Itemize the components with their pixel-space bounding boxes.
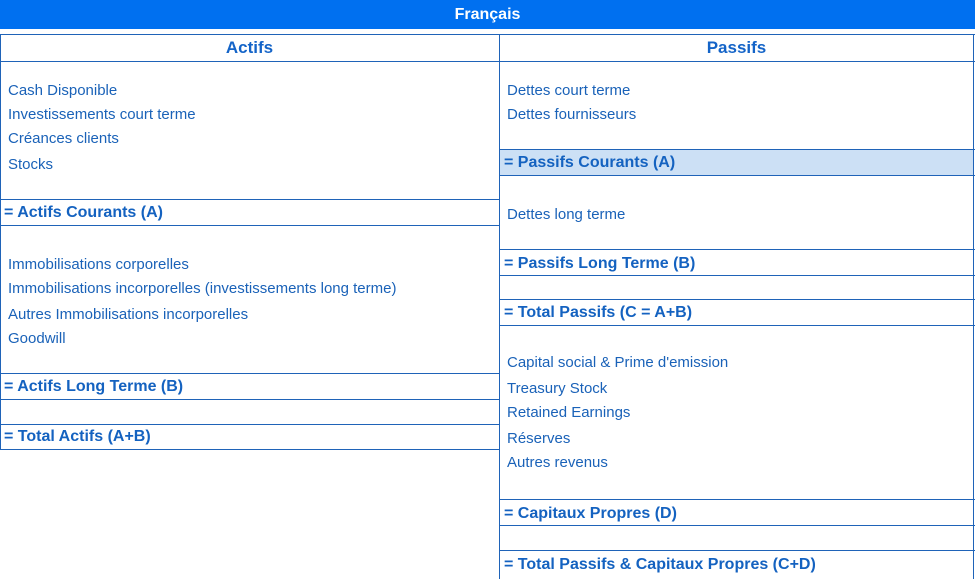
row-border <box>0 449 500 450</box>
list-item: Dettes fournisseurs <box>507 106 637 123</box>
row-border <box>499 275 975 276</box>
list-item: Cash Disponible <box>8 82 118 99</box>
row-border <box>499 550 975 551</box>
row-border <box>0 399 500 400</box>
row-border <box>499 499 975 500</box>
longterm-liabilities-total: = Passifs Long Terme (B) <box>504 255 696 272</box>
list-item: Dettes long terme <box>507 206 626 223</box>
total-liabilities-and-equity: = Total Passifs & Capitaux Propres (C+D) <box>504 556 816 573</box>
total-assets: = Total Actifs (A+B) <box>4 428 151 445</box>
header-bottom-border <box>0 61 975 62</box>
liabilities-header: Passifs <box>706 38 767 57</box>
list-item: Goodwill <box>8 330 66 347</box>
list-item: Autres Immobilisations incorporelles <box>8 306 249 323</box>
list-item: Stocks <box>8 156 54 173</box>
list-item: Immobilisations corporelles <box>8 256 189 273</box>
current-liabilities-total: = Passifs Courants (A) <box>500 150 973 176</box>
list-item: Créances clients <box>8 130 119 147</box>
row-border <box>499 175 975 176</box>
list-item: Treasury Stock <box>507 380 608 397</box>
row-border <box>499 325 975 326</box>
assets-header: Actifs <box>225 38 274 57</box>
list-item: Immobilisations incorporelles (investissements long terme) <box>8 280 397 297</box>
equity-total: = Capitaux Propres (D) <box>504 505 677 522</box>
row-border <box>499 525 975 526</box>
total-liabilities: = Total Passifs (C = A+B) <box>504 304 693 321</box>
list-item: Réserves <box>507 430 571 447</box>
list-item: Autres revenus <box>507 454 608 471</box>
row-border <box>499 249 975 250</box>
page-title: Français <box>0 0 975 29</box>
list-item: Capital social & Prime d'emission <box>507 354 729 371</box>
right-border <box>973 34 974 579</box>
current-assets-total: = Actifs Courants (A) <box>4 204 163 221</box>
longterm-assets-total: = Actifs Long Terme (B) <box>4 378 184 395</box>
list-item: Dettes court terme <box>507 82 631 99</box>
list-item: Retained Earnings <box>507 404 631 421</box>
list-item: Investissements court terme <box>8 106 196 123</box>
row-border <box>0 225 500 226</box>
